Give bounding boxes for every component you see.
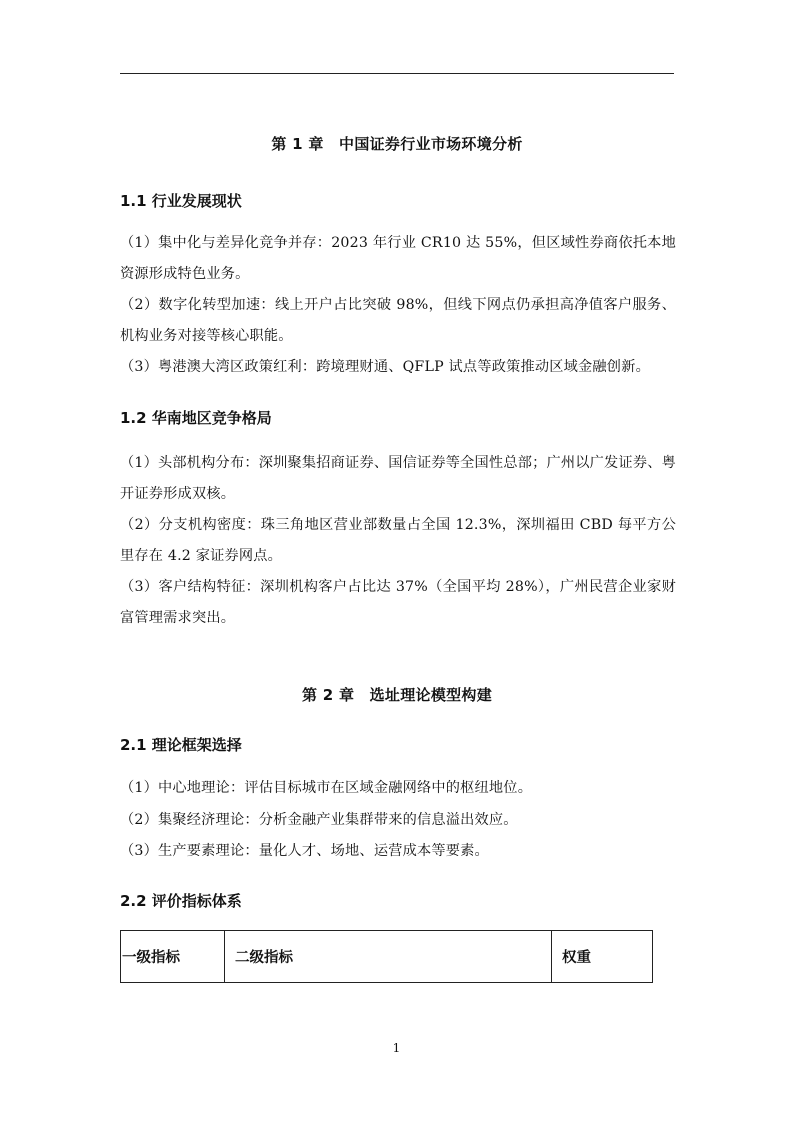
- section-2-2-title: 2.2 评价指标体系: [120, 892, 242, 910]
- paragraph: （1）中心地理论：评估目标城市在区域金融网络中的枢纽地位。: [120, 780, 533, 796]
- page-number: 1: [392, 1041, 401, 1055]
- paragraph: （2）数字化转型加速：线上开户占比突破 98%，但线下网点仍承担高净值客户服务、机构业务对接等核心职能。: [120, 297, 676, 344]
- table-header-row: [121, 931, 653, 983]
- paragraph: （3）粤港澳大湾区政策红利：跨境理财通、QFLP 试点等政策推动区域金融创新。: [120, 359, 650, 375]
- paragraph: （1）集中化与差异化竞争并存：2023 年行业 CR10 达 55%，但区域性券商依托本地资源形成特色业务。: [120, 235, 676, 282]
- paragraph: （1）头部机构分布：深圳聚集招商证券、国信证券等全国性总部；广州以广发证券、粤开证券形成双核。: [120, 455, 676, 502]
- paragraph: （3）生产要素理论：量化人才、场地、运营成本等要素。: [120, 843, 489, 859]
- paragraph: （3）客户结构特征：深圳机构客户占比达 37%（全国平均 28%），广州民营企业家财富管理需求突出。: [120, 579, 676, 626]
- chapter-1-title: 第 1 章 中国证券行业市场环境分析: [271, 135, 523, 153]
- paragraph: （2）分支机构密度：珠三角地区营业部数量占全国 12.3%，深圳福田 CBD 每平方公里存在 4.2 家证券网点。: [120, 517, 676, 564]
- paragraph: （2）集聚经济理论：分析金融产业集群带来的信息溢出效应。: [120, 812, 518, 828]
- indicator-table: [120, 930, 653, 983]
- section-2-1-title: 2.1 理论框架选择: [120, 736, 242, 754]
- section-1-2-title: 1.2 华南地区竞争格局: [120, 409, 272, 427]
- chapter-2-title: 第 2 章 选址理论模型构建: [301, 686, 493, 704]
- section-1-1-title: 1.1 行业发展现状: [120, 192, 242, 210]
- header-rule: [120, 73, 674, 74]
- table-header-cell: 权重: [552, 931, 653, 983]
- table-header-cell: 一级指标: [121, 931, 225, 983]
- table-header-cell: 二级指标: [225, 931, 552, 983]
